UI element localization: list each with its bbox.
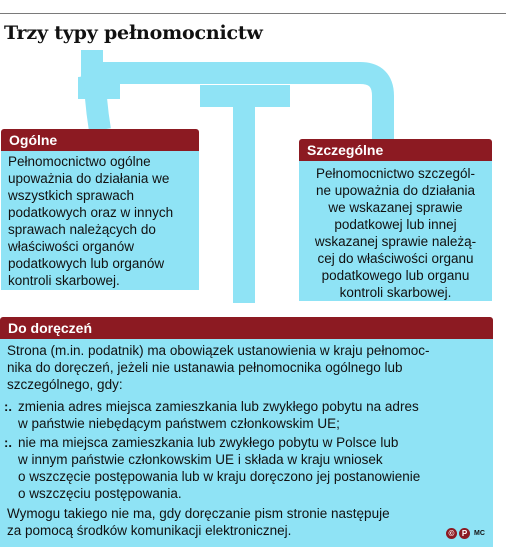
text-line: ne upoważnia do działania [315, 183, 476, 198]
text-line: podatkowego lub organu [321, 268, 470, 283]
ogolne-header: Ogólne [1, 129, 199, 151]
text-line: sprawach należących do [8, 222, 156, 237]
text-line: w innym państwie członkowskim UE i składa w kraju wniosek [18, 452, 383, 467]
diagram-title: Trzy typy pełnomocnictw [4, 22, 263, 44]
text-line: cej do właściwości organu [317, 251, 474, 266]
text-line: wskazanej sprawie należą- [314, 234, 477, 249]
text-line: Pełnomocnictwo szczegól- [315, 166, 476, 181]
text-line: podatkowej lub innej [334, 217, 457, 232]
credit-logo [446, 528, 485, 539]
ogolne-text [8, 153, 196, 289]
text-line: podatkowych lub organów [8, 256, 165, 271]
text-line: nie ma miejsca zamieszkania lub zwykłego pobytu w Polsce lub [18, 435, 399, 450]
text-line: podatkowych oraz w innych [8, 205, 174, 220]
text-line: szczególnego, gdy: [7, 377, 123, 392]
text-line: Wymogu takiego nie ma, gdy doręczanie pism stronie następuje [7, 506, 390, 521]
bullet-marker: :. [4, 435, 12, 450]
text-line: zmienia adres miejsca zamieszkania lub zwykłego pobytu na adres [18, 399, 419, 414]
text-line: właściwości organów [8, 239, 135, 254]
doreczen-header: Do doręczeń [0, 317, 493, 339]
szczegolne-header: Szczególne [299, 139, 492, 161]
text-line: Strona (m.in. podatnik) ma obowiązek ustanowienia w kraju pełnomoc- [7, 343, 430, 358]
doreczen-bullet-2 [18, 434, 488, 502]
doreczen-intro [7, 342, 487, 393]
bullet-marker: :. [4, 399, 12, 414]
copyright-icon: © [446, 528, 457, 539]
p-circle-icon: P [459, 528, 470, 539]
text-line: za pomocą środków komunikacji elektronicznej. [7, 523, 292, 538]
doreczen-bullet-1 [18, 398, 488, 432]
doreczen-outro [7, 505, 447, 539]
text-line: upoważnia do działania we [8, 171, 170, 186]
text-line: nika do doręczeń, jeżeli nie ustanawia pełnomocnika ogólnego lub [7, 360, 403, 375]
text-line: wszystkich sprawach [8, 188, 135, 203]
text-line: kontroli skarbowej. [339, 285, 452, 300]
szczegolne-text [300, 165, 491, 301]
credit-initials: MC [474, 530, 485, 537]
text-line: w państwie niebędącym państwem członkowskim UE; [18, 416, 340, 431]
text-line: we wskazanej sprawie [328, 200, 463, 215]
text-line: Pełnomocnictwo ogólne [8, 154, 151, 169]
connector-top-cap [81, 50, 103, 64]
text-line: o wszczęcie postępowania lub w kraju doręczono jej postanowienie [18, 469, 421, 484]
text-line: kontroli skarbowej. [8, 273, 120, 288]
text-line: o wszczęciu postępowania. [18, 486, 182, 501]
